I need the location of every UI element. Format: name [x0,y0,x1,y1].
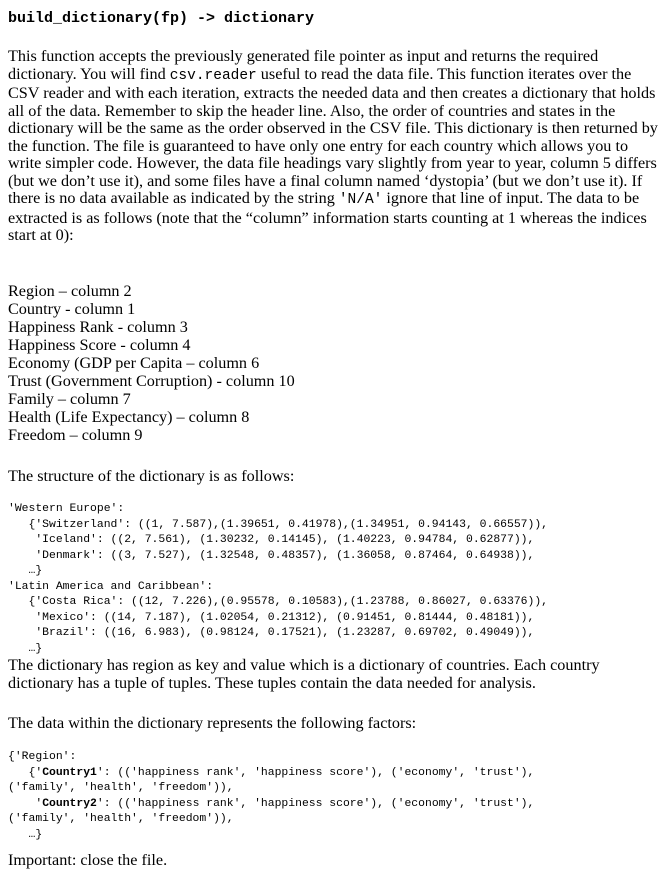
factors-heading: The data within the dictionary represents the following factors: [8,714,417,732]
code-line: 'Western Europe': [8,503,125,515]
code-line: …} [8,565,43,577]
column-item: Country - column 1 [8,300,136,318]
document-page [8,10,658,869]
column-item: Region – column 2 [8,282,132,300]
intro-text-3: ignore that line of input. The data to be extracted is as follows (note that the “column” information starts counting at 1 whereas the indices start at 0): [8,189,647,244]
code-line: …} [8,828,43,841]
code-line: ('family', 'health', 'freedom')), [8,813,234,825]
code-line: ('family', 'health', 'freedom')), [8,782,234,794]
code-line: {'Region': [8,751,77,763]
function-signature: build_dictionary(fp) -> dictionary [8,10,315,27]
column-item: Trust (Government Corruption) - column 10 [8,372,295,390]
column-item: Family – column 7 [8,390,131,408]
code-country2: Country2 [42,797,97,810]
column-item: Freedom – column 9 [8,426,143,444]
important-note: Important: close the file. [8,851,168,869]
code-line: ': (('happiness rank', 'happiness score'), ('economy', 'trust'), [96,797,535,810]
intro-code-na: 'N/A' [338,192,383,208]
column-item: Economy (GDP per Capita – column 6 [8,354,260,372]
column-item: Happiness Rank - column 3 [8,318,188,336]
code-line: …} [8,642,43,655]
column-item: Health (Life Expectancy) – column 8 [8,408,250,426]
code-line: 'Latin America and Caribbean': [8,580,214,593]
code-country1: Country1 [42,766,97,779]
code-line: ' [8,797,43,810]
code-line: {'Costa Rica': ((12, 7.226),(0.95578, 0.10583),(1.23788, 0.86027, 0.63376)), [8,596,549,608]
code-line: 'Brazil': ((16, 6.983), (0.98124, 0.17521), (1.23287, 0.69702, 0.49049)), [8,627,535,639]
factors-code-block [8,750,534,843]
column-item: Happiness Score - column 4 [8,336,191,354]
column-list [8,282,295,444]
structure-heading: The structure of the dictionary is as follows: [8,467,295,485]
code-line: ': (('happiness rank', 'happiness score'), ('economy', 'trust'), [96,766,535,779]
intro-code-csv-reader: csv.reader [169,67,257,84]
intro-text-2: useful to read the data file. This function iterates over the CSV reader and with each iteration, extracts the needed data and then creates a dictionary that holds all of the data. Remember to skip the header line. Also, the order of countries and states in the dictionary will be the same as the order observed in the CSV file. This dictionary is then returned by the function. The file is guaranteed to have only one entry for each country which allows you to write simpler code. However, the data file headings vary slightly from year to year, column 5 differs (but we don’t use it), and some files have a final column named ‘dystopia’ (but we don’t use it). If there is no data available as indicated by the string [8,64,658,207]
code-line: {'Switzerland': ((1, 7.587),(1.39651, 0.41978),(1.34951, 0.94143, 0.66557)), [8,518,549,531]
intro-text-1: This function accepts the previously generated file pointer as input and returns the required dictionary. You will find [8,47,599,83]
code-line: {' [8,766,43,779]
description-paragraph: The dictionary has region as key and value which is a dictionary of countries. Each country dictionary has a tuple of tuples. These tuples contain the data needed for analysis. [8,656,600,692]
code-line: 'Mexico': ((14, 7.187), (1.02054, 0.21312), (0.91451, 0.81444, 0.48181)), [8,611,535,624]
structure-code-block [8,502,548,657]
code-line: 'Iceland': ((2, 7.561), (1.30232, 0.14145), (1.40223, 0.94784, 0.62877)), [8,534,535,546]
code-line: 'Denmark': ((3, 7.527), (1.32548, 0.48357), (1.36058, 0.87464, 0.64938)), [8,549,535,562]
intro-paragraph [8,48,662,245]
